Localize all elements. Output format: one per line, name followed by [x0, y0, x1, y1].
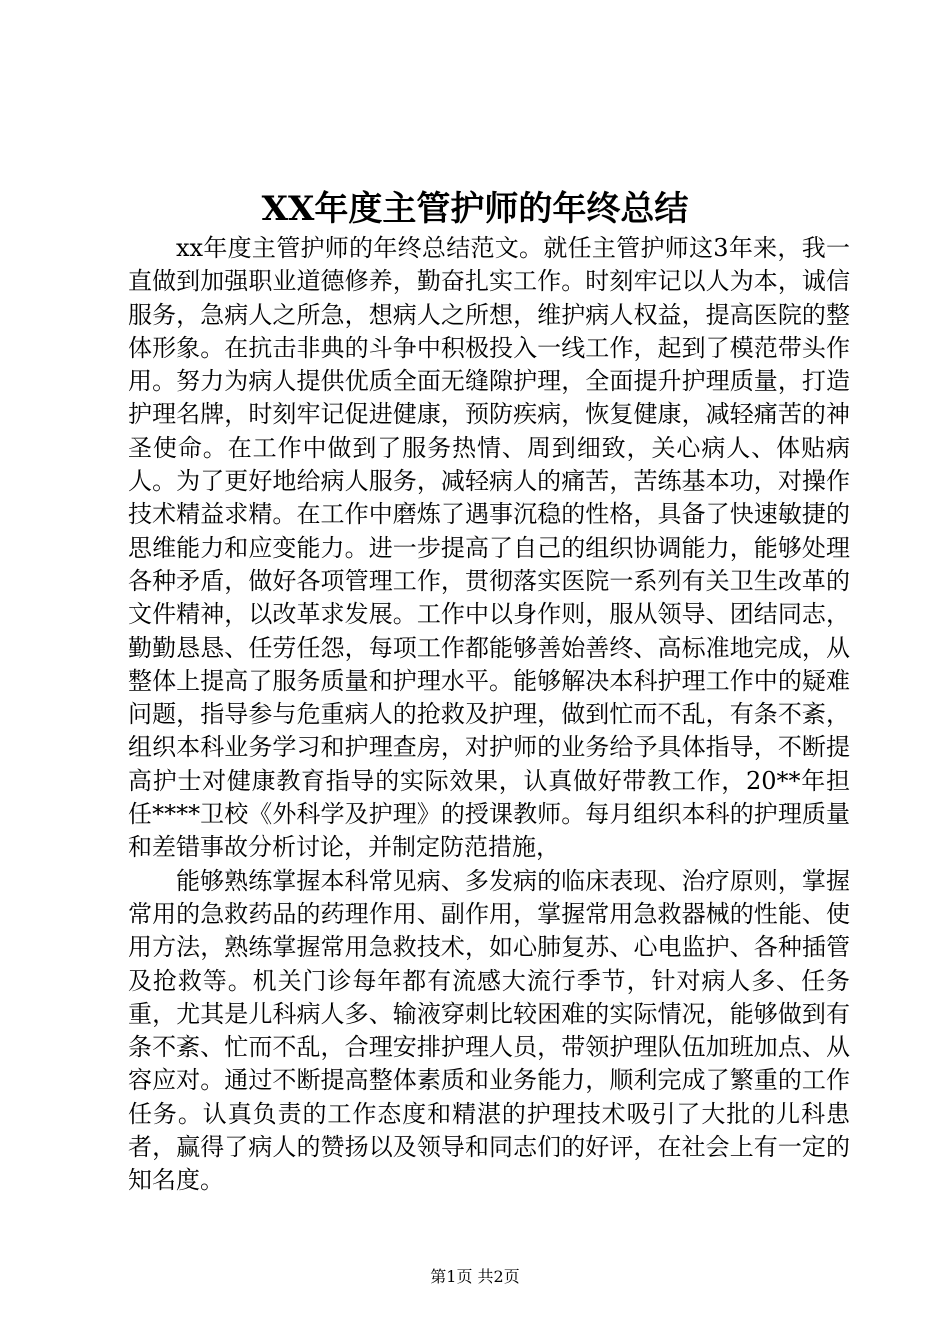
document-body: [128, 232, 850, 1198]
body-paragraph-1: xx年度主管护师的年终总结范文。就任主管护师这3年来，我一直做到加强职业道德修养，勤奋扎实工作。时刻牢记以人为本，诚信服务，急病人之所急，想病人之所想，维护病人权益，提高医院的整体形象。在抗击非典的斗争中积极投入一线工作，起到了模范带头作用。努力为病人提供优质全面无缝隙护理，全面提升护理质量，打造护理名牌，时刻牢记促进健康，预防疾病，恢复健康，减轻痛苦的神圣使命。在工作中做到了服务热情、周到细致，关心病人、体贴病人。为了更好地给病人服务，减轻病人的痛苦，苦练基本功，对操作技术精益求精。在工作中磨炼了遇事沉稳的性格，具备了快速敏捷的思维能力和应变能力。进一步提高了自己的组织协调能力，能够处理各种矛盾，做好各项管理工作，贯彻落实医院一系列有关卫生改革的文件精神，以改革求发展。工作中以身作则，服从领导、团结同志，勤勤恳恳、任劳任怨，每项工作都能够善始善终、高标准地完成，从整体上提高了服务质量和护理水平。能够解决本科护理工作中的疑难问题，指导参与危重病人的抢救及护理，做到忙而不乱，有条不紊，组织本科业务学习和护理查房，对护师的业务给予具体指导，不断提高护士对健康教育指导的实际效果，认真做好带教工作，20**年担任****卫校《外科学及护理》的授课教师。每月组织本科的护理质量和差错事故分析讨论，并制定防范措施，: [128, 234, 850, 862]
body-paragraph-2: 能够熟练掌握本科常见病、多发病的临床表现、治疗原则，掌握常用的急救药品的药理作用、副作用，掌握常用急救器械的性能、使用方法，熟练掌握常用急救技术，如心肺复苏、心电监护、各种插管及抢救等。机关门诊每年都有流感大流行季节，针对病人多、任务重，尤其是儿科病人多、输液穿刺比较困难的实际情况，能够做到有条不紊、忙而不乱，合理安排护理人员，带领护理队伍加班加点、从容应对。通过不断提高整体素质和业务能力，顺利完成了繁重的工作任务。认真负责的工作态度和精湛的护理技术吸引了大批的儿科患者，赢得了病人的赞扬以及领导和同志们的好评，在社会上有一定的知名度。: [128, 866, 850, 1195]
page-number-footer: 第1页 共2页: [430, 1267, 520, 1286]
document-title: XX年度主管护师的年终总结: [261, 189, 689, 229]
